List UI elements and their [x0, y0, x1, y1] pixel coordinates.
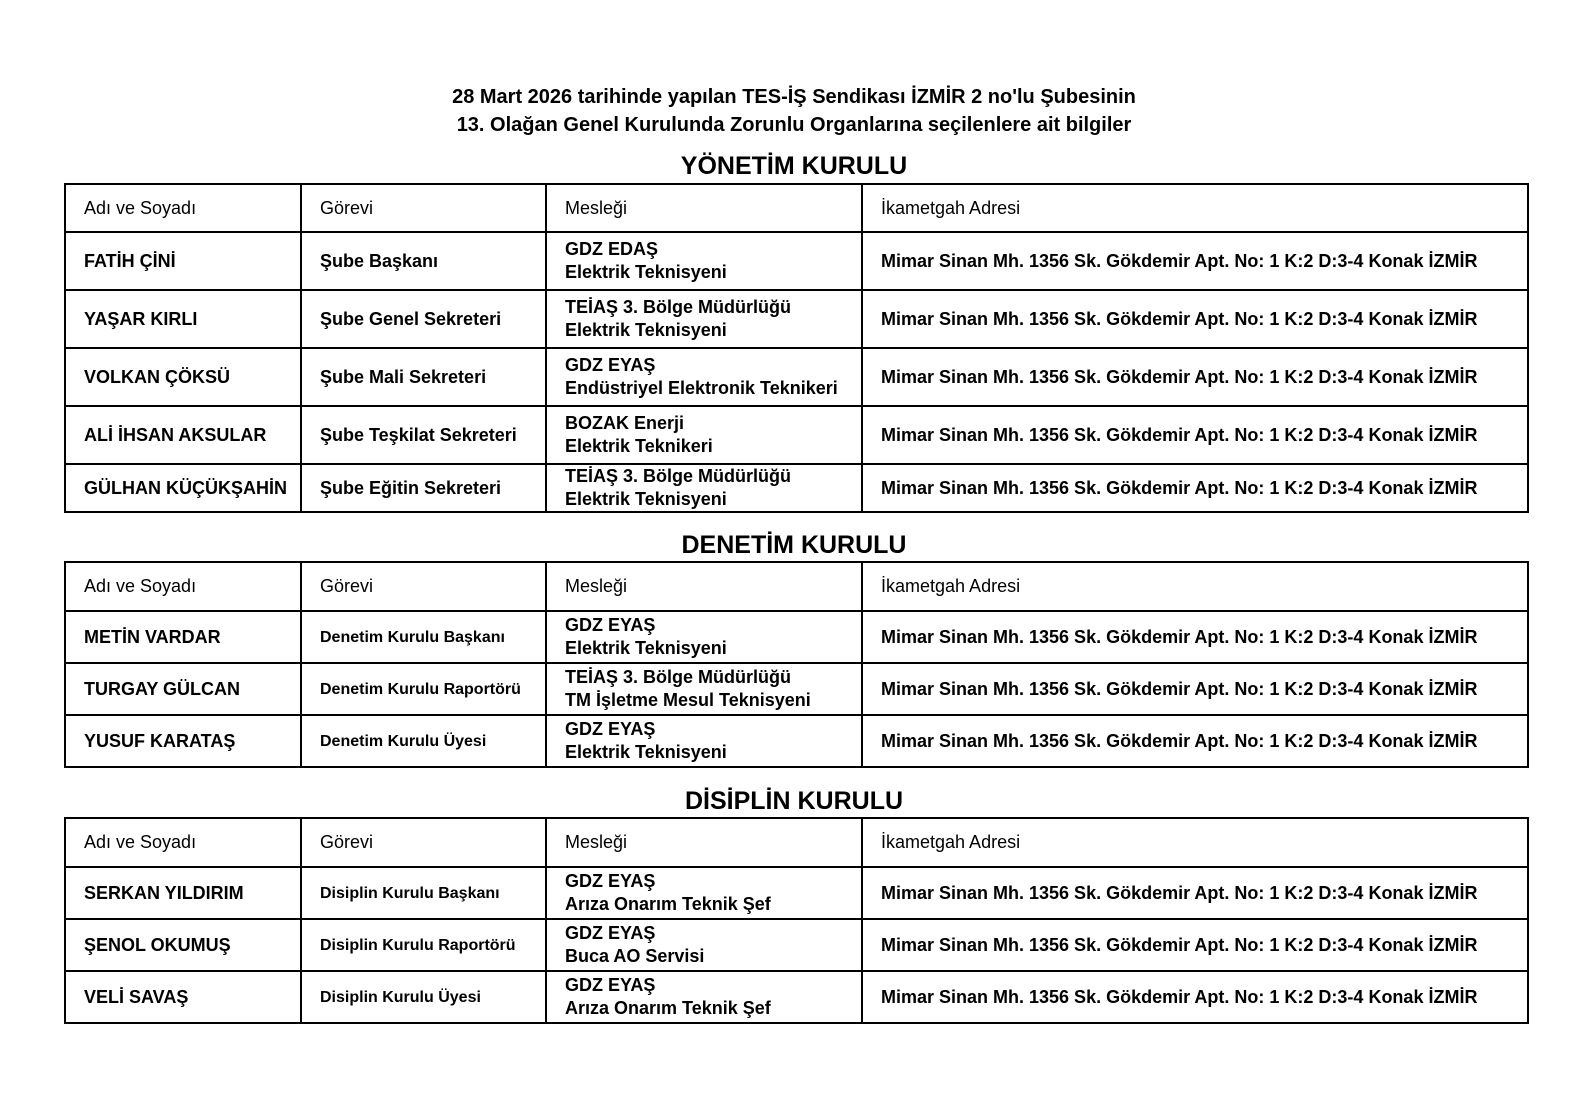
header-job: Mesleği [546, 562, 862, 611]
table-row [65, 971, 1528, 1023]
member-address: Mimar Sinan Mh. 1356 Sk. Gökdemir Apt. No: 1 K:2 D:3-4 Konak İZMİR [862, 290, 1528, 348]
member-name: SERKAN YILDIRIM [65, 867, 301, 919]
table-row [65, 663, 1528, 715]
member-address: Mimar Sinan Mh. 1356 Sk. Gökdemir Apt. No: 1 K:2 D:3-4 Konak İZMİR [862, 867, 1528, 919]
job-employer: GDZ EYAŞ [565, 871, 656, 891]
member-address: Mimar Sinan Mh. 1356 Sk. Gökdemir Apt. No: 1 K:2 D:3-4 Konak İZMİR [862, 406, 1528, 464]
member-role: Şube Genel Sekreteri [301, 290, 546, 348]
table-row [65, 715, 1528, 767]
section-title-disiplin: DİSİPLİN KURULU [684, 787, 904, 815]
table-header-row [65, 818, 1528, 867]
job-title: Elektrik Teknisyeni [565, 320, 727, 340]
member-address: Mimar Sinan Mh. 1356 Sk. Gökdemir Apt. No: 1 K:2 D:3-4 Konak İZMİR [862, 232, 1528, 290]
member-job [546, 290, 862, 348]
header-name: Adı ve Soyadı [65, 562, 301, 611]
job-employer: GDZ EYAŞ [565, 923, 656, 943]
header-job: Mesleği [546, 818, 862, 867]
member-address: Mimar Sinan Mh. 1356 Sk. Gökdemir Apt. No: 1 K:2 D:3-4 Konak İZMİR [862, 611, 1528, 663]
table-header-row [65, 562, 1528, 611]
member-name: YUSUF KARATAŞ [65, 715, 301, 767]
job-title: Elektrik Teknisyeni [565, 638, 727, 658]
job-title: Endüstriyel Elektronik Teknikeri [565, 378, 838, 398]
table-header-row [65, 184, 1528, 232]
member-job [546, 663, 862, 715]
job-employer: BOZAK Enerji [565, 413, 685, 433]
member-name: GÜLHAN KÜÇÜKŞAHİN [65, 464, 301, 512]
member-name: ALİ İHSAN AKSULAR [65, 406, 301, 464]
member-job [546, 464, 862, 512]
member-job [546, 348, 862, 406]
member-address: Mimar Sinan Mh. 1356 Sk. Gökdemir Apt. No: 1 K:2 D:3-4 Konak İZMİR [862, 348, 1528, 406]
member-job [546, 232, 862, 290]
member-name: TURGAY GÜLCAN [65, 663, 301, 715]
job-employer: TEİAŞ 3. Bölge Müdürlüğü [565, 466, 791, 486]
table-row [65, 919, 1528, 971]
job-employer: GDZ EYAŞ [565, 975, 656, 995]
member-job [546, 867, 862, 919]
job-title: Arıza Onarım Teknik Şef [565, 998, 771, 1018]
header-name: Adı ve Soyadı [65, 818, 301, 867]
member-role: Şube Başkanı [301, 232, 546, 290]
member-role: Şube Teşkilat Sekreteri [301, 406, 546, 464]
member-address: Mimar Sinan Mh. 1356 Sk. Gökdemir Apt. No: 1 K:2 D:3-4 Konak İZMİR [862, 464, 1528, 512]
table-row [65, 611, 1528, 663]
member-name: FATİH ÇİNİ [65, 232, 301, 290]
section-title-denetim: DENETİM KURULU [681, 531, 907, 559]
section-title-yonetim: YÖNETİM KURULU [680, 152, 908, 180]
job-title: TM İşletme Mesul Teknisyeni [565, 690, 811, 710]
member-name: VOLKAN ÇÖKSÜ [65, 348, 301, 406]
job-employer: GDZ EYAŞ [565, 355, 656, 375]
document-header [0, 83, 1588, 139]
member-role: Denetim Kurulu Üyesi [301, 715, 546, 767]
member-role: Şube Eğitin Sekreteri [301, 464, 546, 512]
member-job [546, 971, 862, 1023]
member-name: ŞENOL OKUMUŞ [65, 919, 301, 971]
member-role: Disiplin Kurulu Raportörü [301, 919, 546, 971]
job-employer: GDZ EDAŞ [565, 239, 659, 259]
member-role: Denetim Kurulu Raportörü [301, 663, 546, 715]
header-address: İkametgah Adresi [862, 184, 1528, 232]
table-denetim [64, 561, 1529, 768]
member-role: Disiplin Kurulu Başkanı [301, 867, 546, 919]
header-job: Mesleği [546, 184, 862, 232]
header-line-2: 13. Olağan Genel Kurulunda Zorunlu Organlarına seçilenlere ait bilgiler [456, 114, 1132, 136]
job-title: Elektrik Teknisyeni [565, 262, 727, 282]
table-row [65, 232, 1528, 290]
member-address: Mimar Sinan Mh. 1356 Sk. Gökdemir Apt. No: 1 K:2 D:3-4 Konak İZMİR [862, 919, 1528, 971]
table-row [65, 464, 1528, 512]
table-row [65, 406, 1528, 464]
job-title: Arıza Onarım Teknik Şef [565, 894, 771, 914]
job-employer: TEİAŞ 3. Bölge Müdürlüğü [565, 667, 791, 687]
table-yonetim [64, 183, 1529, 513]
table-row [65, 290, 1528, 348]
header-address: İkametgah Adresi [862, 818, 1528, 867]
header-role: Görevi [301, 818, 546, 867]
member-job [546, 406, 862, 464]
table-row [65, 348, 1528, 406]
job-employer: TEİAŞ 3. Bölge Müdürlüğü [565, 297, 791, 317]
member-job [546, 715, 862, 767]
member-name: METİN VARDAR [65, 611, 301, 663]
job-title: Buca AO Servisi [565, 946, 705, 966]
header-name: Adı ve Soyadı [65, 184, 301, 232]
member-name: YAŞAR KIRLI [65, 290, 301, 348]
member-address: Mimar Sinan Mh. 1356 Sk. Gökdemir Apt. No: 1 K:2 D:3-4 Konak İZMİR [862, 663, 1528, 715]
member-role: Şube Mali Sekreteri [301, 348, 546, 406]
header-role: Görevi [301, 184, 546, 232]
member-job [546, 919, 862, 971]
job-title: Elektrik Teknisyeni [565, 742, 727, 762]
header-address: İkametgah Adresi [862, 562, 1528, 611]
member-address: Mimar Sinan Mh. 1356 Sk. Gökdemir Apt. No: 1 K:2 D:3-4 Konak İZMİR [862, 971, 1528, 1023]
job-employer: GDZ EYAŞ [565, 615, 656, 635]
job-employer: GDZ EYAŞ [565, 719, 656, 739]
member-address: Mimar Sinan Mh. 1356 Sk. Gökdemir Apt. No: 1 K:2 D:3-4 Konak İZMİR [862, 715, 1528, 767]
member-role: Disiplin Kurulu Üyesi [301, 971, 546, 1023]
member-name: VELİ SAVAŞ [65, 971, 301, 1023]
member-role: Denetim Kurulu Başkanı [301, 611, 546, 663]
header-line-1: 28 Mart 2026 tarihinde yapılan TES-İŞ Sendikası İZMİR 2 no'lu Şubesinin [452, 86, 1136, 108]
job-title: Elektrik Teknisyeni [565, 489, 727, 509]
job-title: Elektrik Teknikeri [565, 436, 713, 456]
member-job [546, 611, 862, 663]
table-row [65, 867, 1528, 919]
table-disiplin [64, 817, 1529, 1024]
header-role: Görevi [301, 562, 546, 611]
